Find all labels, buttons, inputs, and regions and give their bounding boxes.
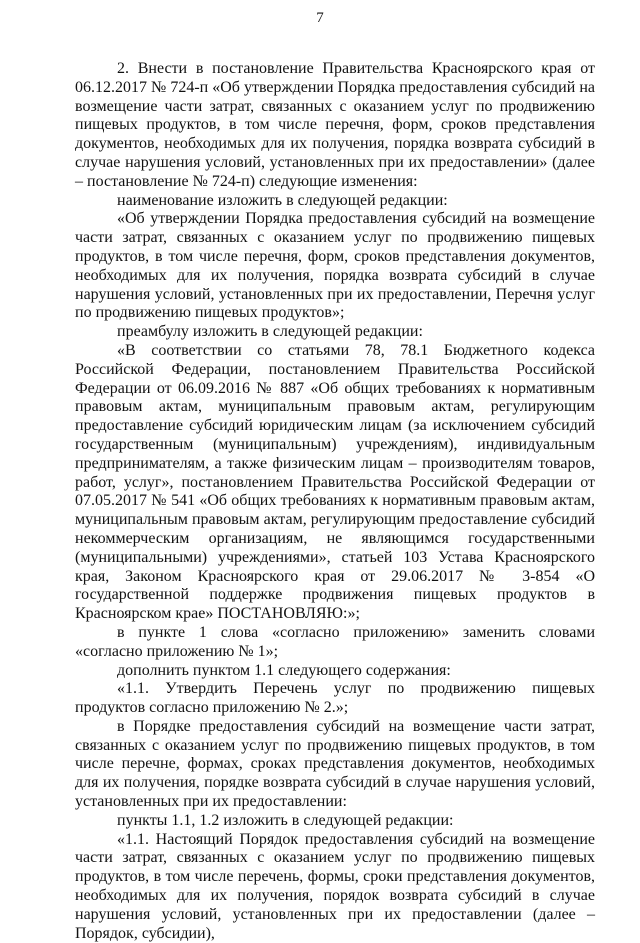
paragraph-new-point-1-1: «1.1. Утвердить Перечень услуг по продвижению пищевых продуктов согласно приложению № 2.»; <box>75 680 595 717</box>
paragraph-new-preamble: «В соответствии со статьями 78, 78.1 Бюджетного кодекса Российской Федерации, постановлением Правительства Российской Федерации от 06.09.2016 № 887 «Об общих требованиях к нормативным правовым актам, муниципальным правовым актам, регулирующим предоставление субсидий юридическим лицам (за исключением субсидий государственным (муниципальным) учреждениям), индивидуальным предпринимателям, а также физическим лицам – производителям товаров, работ, услуг», постановлением Правительства Российской Федерации от 07.05.2017 № 541 «Об общих требованиях к нормативным правовым актам, муниципальным правовым актам, регулирующим предоставление субсидий некоммерческим организациям, не являющимся государственными (муниципальными) учреждениями», статьей 103 Устава Красноярского края, Законом Красноярского края от 29.06.2017 № 3-854 «О государственной поддержке продвижения пищевых продуктов в Красноярском крае» ПОСТАНОВЛЯЮ:»; <box>75 341 595 623</box>
document-body <box>75 60 595 943</box>
paragraph-procedure-point-1-1: «1.1. Настоящий Порядок предоставления субсидий на возмещение части затрат, связанных с оказанием услуг по продвижению пищевых продуктов, в том числе перечень, формы, сроки представления документов, необходимых для их получения, порядок возврата субсидий в случае нарушения условий, установленных при их предоставлении (далее – Порядок, субсидии), <box>75 830 595 942</box>
paragraph-new-title: «Об утверждении Порядка предоставления субсидий на возмещение части затрат, связанных с оказанием услуг по продвижению пищевых продуктов, в том числе перечня, форм, сроков представления документов, необходимых для их получения, порядка возврата субсидий в случае нарушения условий, установленных при их предоставлении, Перечня услуг по продвижению пищевых продуктов»; <box>75 210 595 322</box>
page-number: 7 <box>316 10 324 26</box>
paragraph-points-instruction: пункты 1.1, 1.2 изложить в следующей редакции: <box>117 811 454 829</box>
paragraph-title-instruction: наименование изложить в следующей редакции: <box>117 191 448 209</box>
paragraph-procedure-changes: в Порядке предоставления субсидий на возмещение части затрат, связанных с оказанием услуг по продвижению пищевых продуктов, в том числе перечне, формах, сроках представления документов, необходимых для их получения, порядке возврата субсидий в случае нарушения условий, установленных при их предоставлении: <box>75 717 595 811</box>
paragraph-add-point-instruction: дополнить пунктом 1.1 следующего содержания: <box>117 661 451 679</box>
paragraph-amendment-intro: 2. Внести в постановление Правительства Красноярского края от 06.12.2017 № 724-п «Об утверждении Порядка предоставления субсидий на возмещение части затрат, связанных с оказанием услуг по продвижению пищевых продуктов, в том числе перечня, форм, сроков представления документов, необходимых для их получения, порядка возврата субсидий в случае нарушения условий, установленных при их предоставлении» (далее – постановление № 724-п) следующие изменения: <box>75 60 595 190</box>
paragraph-point-1-change: в пункте 1 слова «согласно приложению» заменить словами «согласно приложению № 1»; <box>75 623 595 660</box>
paragraph-preamble-instruction: преамбулу изложить в следующей редакции: <box>117 323 423 341</box>
